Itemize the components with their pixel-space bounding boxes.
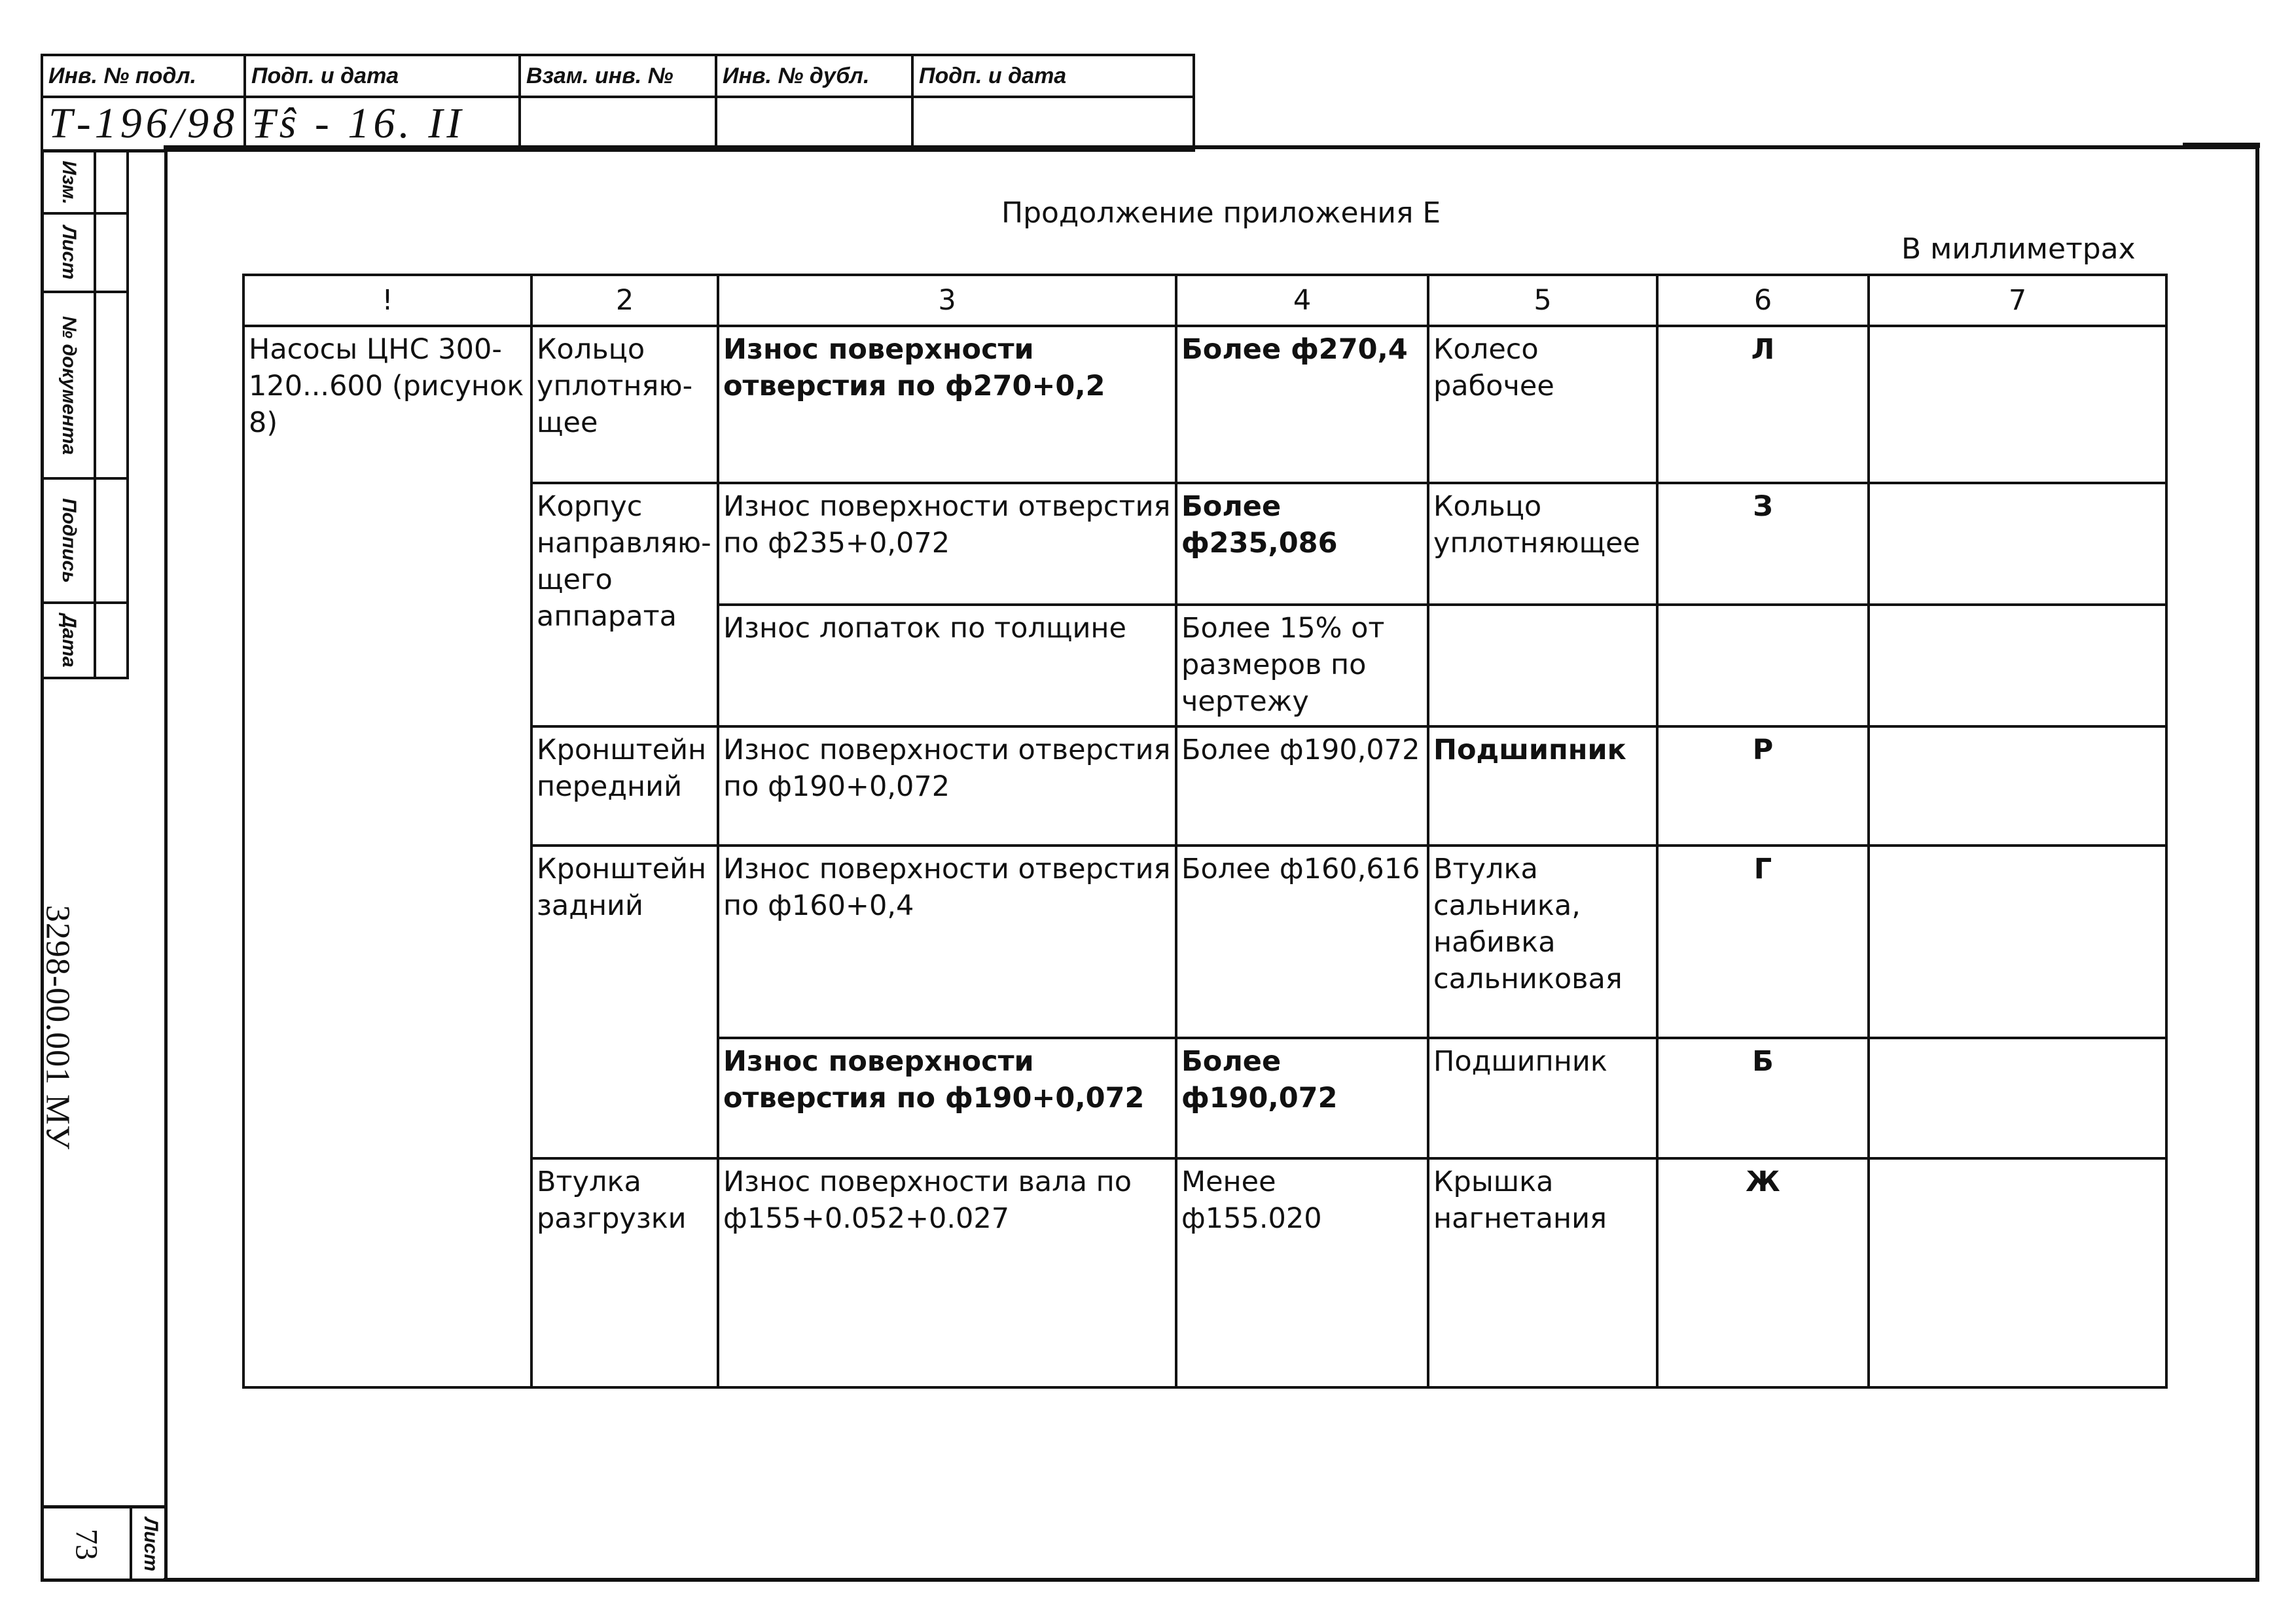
part-cell: Втулка разгрузки <box>531 1158 718 1387</box>
note-cell <box>1869 726 2166 846</box>
units-label: В миллиметрах <box>1901 232 2136 266</box>
strip-label-data: Дата <box>58 613 80 668</box>
table-row <box>243 326 2166 483</box>
stamp-value-inv-dubl <box>716 97 912 151</box>
limit-cell: Более ф235,086 <box>1176 483 1428 605</box>
code-cell: З <box>1657 483 1869 605</box>
stamp-value-inv-podl: Т-196/98 <box>42 97 245 151</box>
table-row <box>243 1158 2166 1387</box>
defect-cell: Износ поверхности вала по ф155+0.052+0.027 <box>718 1158 1176 1387</box>
strip-cell-podpis-value <box>96 480 129 604</box>
part-cell: Кронштейн задний <box>531 846 718 1158</box>
mate-cell: Крышка нагнетания <box>1428 1158 1657 1387</box>
note-cell <box>1869 1038 2166 1158</box>
strip-label-list: Лист <box>58 225 80 280</box>
limit-cell: Менее ф155.020 <box>1176 1158 1428 1387</box>
col-header: ! <box>243 275 531 326</box>
strip-cell-data <box>44 604 96 679</box>
defect-cell: Износ лопаток по толщине <box>718 605 1176 726</box>
col-header: 3 <box>718 275 1176 326</box>
limit-cell: Более 15% от размеров по чертежу <box>1176 605 1428 726</box>
strip-cell-list <box>44 215 96 293</box>
sheet-label: Лист <box>140 1517 162 1572</box>
limit-cell: Более ф160,616 <box>1176 846 1428 1038</box>
col-header: 2 <box>531 275 718 326</box>
document-number: 3298-00.001 МУ <box>39 904 77 1150</box>
code-cell: Ж <box>1657 1158 1869 1387</box>
stamp-header-inv-podl: Инв. № подл. <box>42 55 245 97</box>
code-cell: Б <box>1657 1038 1869 1158</box>
mate-cell: Подшипник <box>1428 726 1657 846</box>
strip-label-podpis: Подпись <box>58 498 80 583</box>
table-header-row <box>243 275 2166 326</box>
side-strip <box>41 149 168 1582</box>
defect-cell: Износ поверхности отверстия по ф190+0,072 <box>718 1038 1176 1158</box>
defect-cell: Износ поверхности отверстия по ф190+0,072 <box>718 726 1176 846</box>
note-cell <box>1869 846 2166 1038</box>
defect-cell: Износ поверхности отверстия по ф160+0,4 <box>718 846 1176 1038</box>
mate-cell: Колесо рабочее <box>1428 326 1657 483</box>
note-cell <box>1869 483 2166 605</box>
code-cell: Р <box>1657 726 1869 846</box>
strip-cell-izm-value <box>96 152 129 215</box>
defect-cell: Износ поверхности отверстия по ф235+0,072 <box>718 483 1176 605</box>
part-cell: Кольцо уплотняю-щее <box>531 326 718 483</box>
strip-cell-data-value <box>96 604 129 679</box>
strip-cell-podpis <box>44 480 96 604</box>
code-cell <box>1657 605 1869 726</box>
defect-table <box>242 274 2168 1389</box>
strip-label-izm: Изм. <box>58 160 80 205</box>
product-cell: Насосы ЦНС 300-120...600 (рисунок 8) <box>243 326 531 1387</box>
stamp-header-podp-data: Подп. и дата <box>245 55 520 97</box>
stamp-header-vzam-inv: Взам. инв. № <box>520 55 716 97</box>
strip-cell-izm <box>44 152 96 215</box>
sheet-divider <box>130 1505 132 1582</box>
strip-label-doc: № документа <box>58 315 80 455</box>
strip-cell-doc <box>44 293 96 480</box>
note-cell <box>1869 605 2166 726</box>
table-row <box>243 483 2166 605</box>
col-header: 5 <box>1428 275 1657 326</box>
limit-cell: Более ф190,072 <box>1176 726 1428 846</box>
note-cell <box>1869 326 2166 483</box>
mate-cell <box>1428 605 1657 726</box>
defect-cell: Износ поверхности отверстия по ф270+0,2 <box>718 326 1176 483</box>
col-header: 4 <box>1176 275 1428 326</box>
table-row <box>243 726 2166 846</box>
strip-cell-list-value <box>96 215 129 293</box>
limit-cell: Более ф270,4 <box>1176 326 1428 483</box>
stamp-value-vzam-inv <box>520 97 716 151</box>
table-row <box>243 846 2166 1038</box>
mate-cell: Кольцо уплотняющее <box>1428 483 1657 605</box>
col-header: 6 <box>1657 275 1869 326</box>
stamp-header-podp-data-2: Подп. и дата <box>912 55 1194 97</box>
col-header: 7 <box>1869 275 2166 326</box>
part-cell: Кронштейн передний <box>531 726 718 846</box>
stamp-value-signature: Ŧŝ - 16. II <box>245 97 520 151</box>
frame-corner <box>2183 143 2260 148</box>
note-cell <box>1869 1158 2166 1387</box>
code-cell: Л <box>1657 326 1869 483</box>
stamp-table <box>41 54 1195 152</box>
stamp-value-podp-data-2 <box>912 97 1194 151</box>
limit-cell: Более ф190,072 <box>1176 1038 1428 1158</box>
mate-cell: Втулка сальника, набивка сальниковая <box>1428 846 1657 1038</box>
page-title: Продолжение приложения Е <box>1001 196 1441 230</box>
stamp-header-inv-dubl: Инв. № дубл. <box>716 55 912 97</box>
code-cell: Г <box>1657 846 1869 1038</box>
sheet-number: 73 <box>69 1529 104 1560</box>
part-cell: Корпус направляю-щего аппарата <box>531 483 718 726</box>
strip-cell-doc-value <box>96 293 129 480</box>
mate-cell: Подшипник <box>1428 1038 1657 1158</box>
